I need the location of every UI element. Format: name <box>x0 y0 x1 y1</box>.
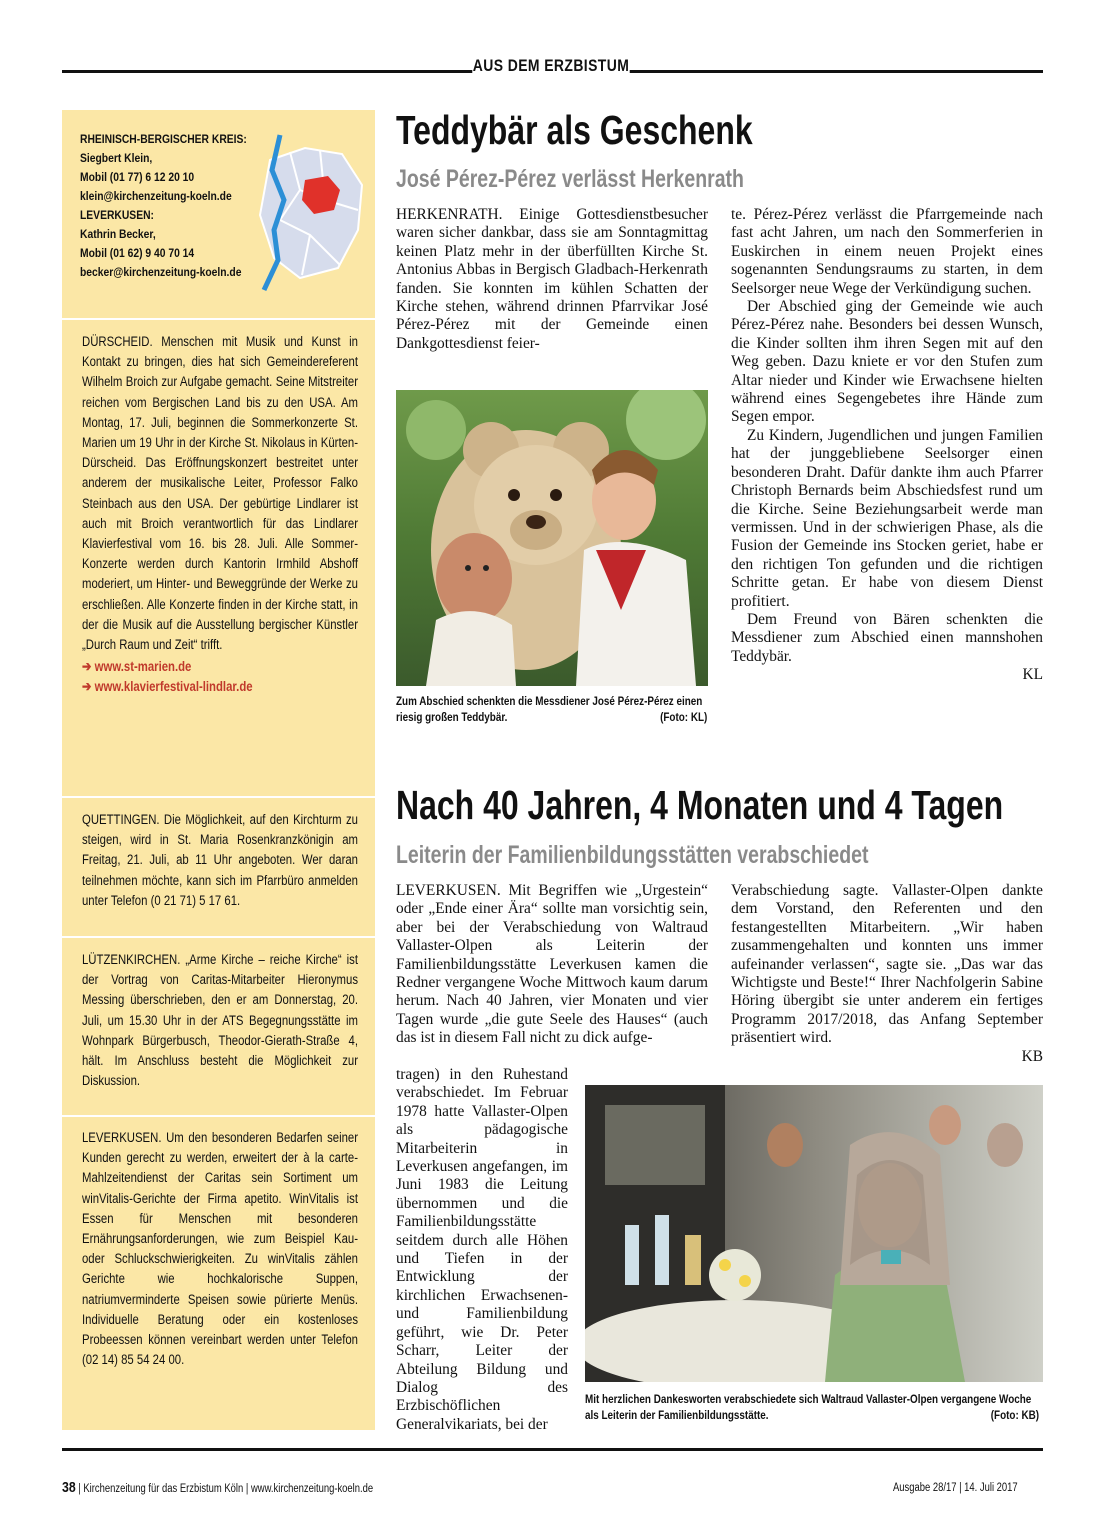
publication-name: Kirchenzeitung für das Erzbistum Köln <box>83 1483 244 1495</box>
separator <box>62 1115 375 1117</box>
photo-credit: (Foto: KB) <box>990 1410 1040 1422</box>
article1-col2 <box>731 206 1043 685</box>
notice-text: DÜRSCHEID. Menschen mit Musik und Kunst in Kontakt zu bringen, dies hat sich Gemeindereferent Wilhelm Broich zur Aufgabe gemacht. Seine Mitstreiter reichen vom Bergischen Land bis zu den USA. Am Montag, 17. Juli, beginnen die Sommerkonzerte St. Marien um 19 Uhr in der Kirche St. Nikolaus in Kürten-Dürscheid. Das Eröffnungskonzert bestreitet unter anderem der musikalische Leiter, Professor Falko Steinbach aus den USA. Der gebürtige Lindlarer ist auch mit Broich verantwortlich für das Lindlarer Klavierfestival vom 16. bis 28. Juli. Alle Sommer-Konzerte werden durch Kantorin Irmhild Abshoff moderiert, um Hinter- und Beweggründe der Werke zu erschließen. Alle Konzerte finden in der Kirche statt, in der die Musik auf die Ausstellung bergischer Künstler „Durch Raum und Zeit“ trifft. <box>82 334 358 654</box>
article2-col1-top <box>396 882 708 1048</box>
contact-line: RHEINISCH-BERGISCHER KREIS: <box>80 132 247 146</box>
article-paragraph: LEVERKUSEN. Mit Begriffen wie „Urgestein“ oder „Ende einer Ära“ sollte man vorsichtig sein, aber bei der Verabschiedung von Waltraud Vallaster-Olpen als Leiterin der Familienbildungsstätte Leverkusen kamen die Redner vergangene Woche Mittwoch kaum darum herum. Nach 40 Jahren, vier Monaten und vier Tagen wurde „die gute Seele des Hauses“ (auch das ist in diesem Fall nicht zu dick aufge- <box>396 882 708 1047</box>
teddy-photo <box>396 390 708 686</box>
notice-text: QUETTINGEN. Die Möglichkeit, auf den Kirchturm zu steigen, wird in St. Maria Rosenkranzkönigin am Freitag, 21. Juli, ab 11 Uhr angeboten. Wer daran teilnehmen möchte, kann sich im Pfarrbüro anmelden unter Telefon (0 21 71) 5 17 61. <box>82 812 358 909</box>
article2-col1-narrow <box>396 1066 568 1434</box>
footer-rule <box>62 1448 1043 1451</box>
notice-quettingen <box>82 810 358 911</box>
issue-number: Ausgabe 28/17 <box>893 1482 957 1494</box>
article2-col2 <box>731 882 1043 1066</box>
article-paragraph: tragen) in den Ruhestand verabschiedet. Im Februar 1978 hatte Vallaster-Olpen als pädagogische Mitarbeiterin in Leverkusen angefangen, im Juni 1983 die Leitung übernommen und die Familienbildungsstätte seitdem durch alle Höhen und Tiefen in der Entwicklung der kirchlichen Erwachsenen- und Familienbildung geführt, wie Dr. Peter Scharr, Leiter der Abteilung Bildung und Dialog des Erzbischöflichen Generalvikariats, bei der <box>396 1066 568 1433</box>
contact-line: Mobil (01 62) 9 40 70 14 <box>80 246 195 260</box>
contact-line: Kathrin Becker, <box>80 227 156 241</box>
article1-col1 <box>396 206 708 353</box>
separator <box>62 936 375 938</box>
article2-caption <box>585 1392 1041 1424</box>
article-paragraph: Dem Freund von Bären schenkten die Messdiener zum Abschied einen mannshohen Teddybär. <box>731 610 1043 665</box>
author-initials: KL <box>1022 666 1043 684</box>
contact-email[interactable]: klein@kirchenzeitung-koeln.de <box>80 189 232 203</box>
footer-sep: | <box>959 1482 962 1494</box>
article1-subhead: José Pérez-Pérez verlässt Herkenrath <box>396 165 744 193</box>
page-number: 38 <box>62 1479 76 1496</box>
separator <box>62 796 375 798</box>
contact-email[interactable]: becker@kirchenzeitung-koeln.de <box>80 265 242 279</box>
contact-line: Siegbert Klein, <box>80 151 153 165</box>
article2-subhead: Leiterin der Familienbildungsstätten verabschiedet <box>396 841 869 869</box>
farewell-photo <box>585 1085 1043 1382</box>
footer-sep: | <box>245 1483 249 1495</box>
separator <box>62 318 375 320</box>
article-paragraph: te. Pérez-Pérez verlässt die Pfarrgemeinde nach fast acht Jahren, um nach den Sommerferien in Euskirchen in einem neuen Projekt eines sogenannten Sendungsraums zu starten, in dem Seelsorger neue Wege der Verkündigung suchen. <box>731 206 1043 297</box>
link-klavierfestival[interactable]: ➔ www.klavierfestival-lindlar.de <box>82 679 253 696</box>
footer-right <box>893 1480 1018 1496</box>
article-paragraph: Der Abschied ging der Gemeinde wie auch Pérez-Pérez nahe. Besonders bei dessen Wunsch, die Kinder sollten ihm ihren Segen mit auf den Weg geben. Dazu kniete er vor den Stufen zum Altar nieder und Kinder wie Erwachsene hielten während eines Segengebetes ihre Hände zum Segen empor. <box>731 298 1043 426</box>
contact-line: Mobil (01 77) 6 12 20 10 <box>80 170 195 184</box>
notice-leverkusen <box>82 1128 358 1370</box>
contact-block <box>80 130 252 282</box>
article1-caption <box>396 694 707 726</box>
footer-left <box>62 1480 373 1497</box>
article-paragraph: Zu Kindern, Jugendlichen und jungen Familien hat der junggebliebene Seelsorger einen besonderen Draht. Dafür dankte ihm auch Pfarrer Christoph Bernards beim Abschiedsfest rund um die Kirche. Seine Beziehungsarbeit werde man vermissen. Und in der schwierigen Phase, als die Fusion der Gemeinde ins Stocken geriet, habe er den richtigen Ton gefunden und die richtigen Schritte getan. Er habe von diesem Dienst profitiert. <box>731 426 1043 610</box>
section-label: AUS DEM ERZBISTUM <box>472 52 629 80</box>
sidebar <box>62 110 375 1430</box>
contact-line: LEVERKUSEN: <box>80 208 154 222</box>
issue-date: 14. Juli 2017 <box>964 1482 1018 1494</box>
article-paragraph: HERKENRATH. Einige Gottesdienstbesucher waren sicher dankbar, dass sie am Sonntagmittag keinen Platz mehr in der überfüllten Kirche St. Antonius Abbas in Bergisch Gladbach-Herkenrath fanden. Sie konnten im kühlen Schatten der Kirche stehen, während drinnen Pfarrvikar José Pérez-Pérez mit der Gemeinde einen Dankgottesdienst feier- <box>396 206 708 352</box>
notice-text: LEVERKUSEN. Um den besonderen Bedarfen seiner Kunden gerecht zu werden, erweitert der à la carte-Mahlzeitendienst der Caritas sein Sortiment um winVitalis-Gerichte der Firma apetito. WinVitalis ist Essen für Menschen mit besonderen Ernährungsanforderungen, wie zum Beispiel Kau- oder Schluckschwierigkeiten. Zu winVitalis zählen Gerichte wie hochkalorische Suppen, natriumverminderte Speisen sowie pürierte Menüs. Individuelle Beratung oder ein kostenloses Probeessen können vereinbart werden unter Telefon (02 14) 85 54 24 00. <box>82 1130 358 1369</box>
link-st-marien[interactable]: ➔ www.st-marien.de <box>82 659 192 676</box>
article-paragraph: Verabschiedung sagte. Vallaster-Olpen dankte dem Vorstand, den Referenten und den festangestellten Mitarbeitern. „Wir haben zusammengehalten und konnten uns immer aufeinander verlassen“, sagte sie. „Das war das Wichtigste und Beste!“ Ihrer Nachfolgerin Sabine Höring übergibt sie unter anderem ein fertiges Programm 2017/2018, das Anfang September präsentiert wird. <box>731 882 1043 1047</box>
author-initials: KB <box>1021 1047 1043 1065</box>
notice-text: LÜTZENKIRCHEN. „Arme Kirche – reiche Kirche“ ist der Vortrag von Caritas-Mitarbeiter Hieronymus Messing überschrieben, den er am Donnerstag, 20. Juli, um 15.30 Uhr in der ATS Begegnungsstätte im Wohnpark Bürgerbusch, Theodor-Gierath-Straße 4, hält. Im Anschluss besteht die Möglichkeit zur Diskussion. <box>82 952 358 1090</box>
photo-credit: (Foto: KL) <box>660 712 708 724</box>
caption-text: Zum Abschied schenkten die Messdiener José Pérez-Pérez einen riesig großen Teddybär. <box>396 696 703 724</box>
article2-headline: Nach 40 Jahren, 4 Monaten und 4 Tagen <box>396 782 1004 828</box>
footer-sep: | <box>78 1483 81 1495</box>
notice-duerscheid <box>82 332 358 698</box>
publication-url[interactable]: www.kirchenzeitung-koeln.de <box>250 1483 374 1495</box>
article1-headline: Teddybär als Geschenk <box>396 107 753 153</box>
caption-text: Mit herzlichen Dankesworten verabschiedete sich Waltraud Vallaster-Olpen vergangene Woche als Leiterin der Familienbildungsstätte. <box>585 1394 1032 1422</box>
notice-luetzenkirchen <box>82 950 358 1091</box>
region-map-icon <box>250 130 370 295</box>
